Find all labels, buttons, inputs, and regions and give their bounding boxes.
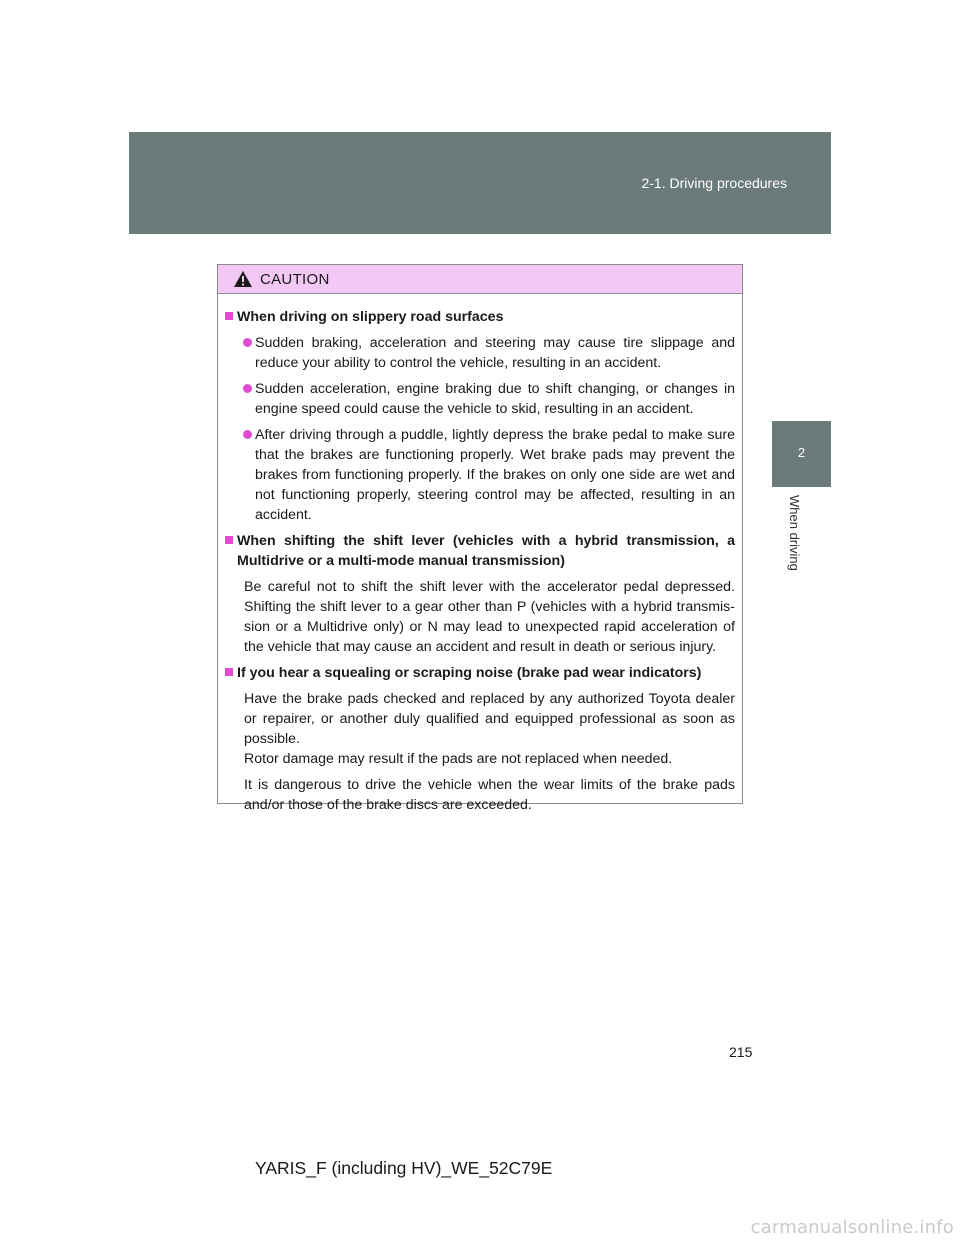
- chapter-number: 2: [797, 445, 806, 460]
- watermark: carmanualsonline.info: [750, 1217, 954, 1238]
- chapter-tab: [772, 421, 831, 487]
- caution-paragraph: It is dangerous to drive the vehicle when the wear limits of the brake pads and/or those of the brake discs are exceeded.: [244, 777, 735, 813]
- round-bullet-icon: [243, 338, 252, 347]
- chapter-label: [787, 495, 807, 585]
- caution-title: CAUTION: [260, 271, 330, 288]
- section-title: 2-1. Driving procedures: [641, 175, 787, 191]
- header-band: [129, 132, 831, 234]
- caution-bullet: After driving through a puddle, lightly depress the brake pedal to make sure that the brakes are functioning properly. Wet brake pads may prevent the brakes from functioning properly. If the brakes on only one side are wet and not functioning properly, steering control may be affected, resulting in an accident.: [225, 425, 735, 525]
- caution-body: [218, 294, 742, 815]
- footer-code: YARIS_F (including HV)_WE_52C79E: [255, 1158, 553, 1178]
- round-bullet-icon: [243, 430, 252, 439]
- caution-heading: When shifting the shift lever (vehicles with a hybrid transmission, a Multidrive or a multi-mode manual transmission): [225, 531, 735, 571]
- caution-bullet: Sudden acceleration, engine braking due to shift changing, or changes in engine speed could cause the vehicle to skid, resulting in an accident.: [225, 379, 735, 419]
- page-number: 215: [729, 1044, 753, 1060]
- caution-paragraph: Be careful not to shift the shift lever with the accelerator pedal depressed. Shifting the shift lever to a gear other than P (vehicles with a hybrid transmis-sion or a Multidrive only) or N may lead to unexpected rapid acceleration of the vehicle that may cause an accident and result in death or serious injury.: [244, 579, 735, 655]
- caution-header: [218, 265, 742, 294]
- square-bullet-icon: [225, 536, 233, 544]
- caution-heading: When driving on slippery road surfaces: [225, 307, 735, 327]
- chapter-label-text: When driving: [787, 495, 802, 571]
- caution-bullet: Sudden braking, acceleration and steering may cause tire slippage and reduce your ability to control the vehicle, resulting in an accident.: [225, 333, 735, 373]
- warning-triangle-icon: [233, 270, 253, 288]
- caution-box: [217, 264, 743, 813]
- caution-heading: If you hear a squealing or scraping noise (brake pad wear indicators): [225, 663, 735, 683]
- round-bullet-icon: [243, 384, 252, 393]
- square-bullet-icon: [225, 668, 233, 676]
- square-bullet-icon: [225, 312, 233, 320]
- caution-paragraph: Have the brake pads checked and replaced by any authorized Toyota dealer or repairer, or another duly qualified and equipped professional as soon as possible. Rotor damage may result if the pads are not replaced when needed.: [244, 691, 735, 767]
